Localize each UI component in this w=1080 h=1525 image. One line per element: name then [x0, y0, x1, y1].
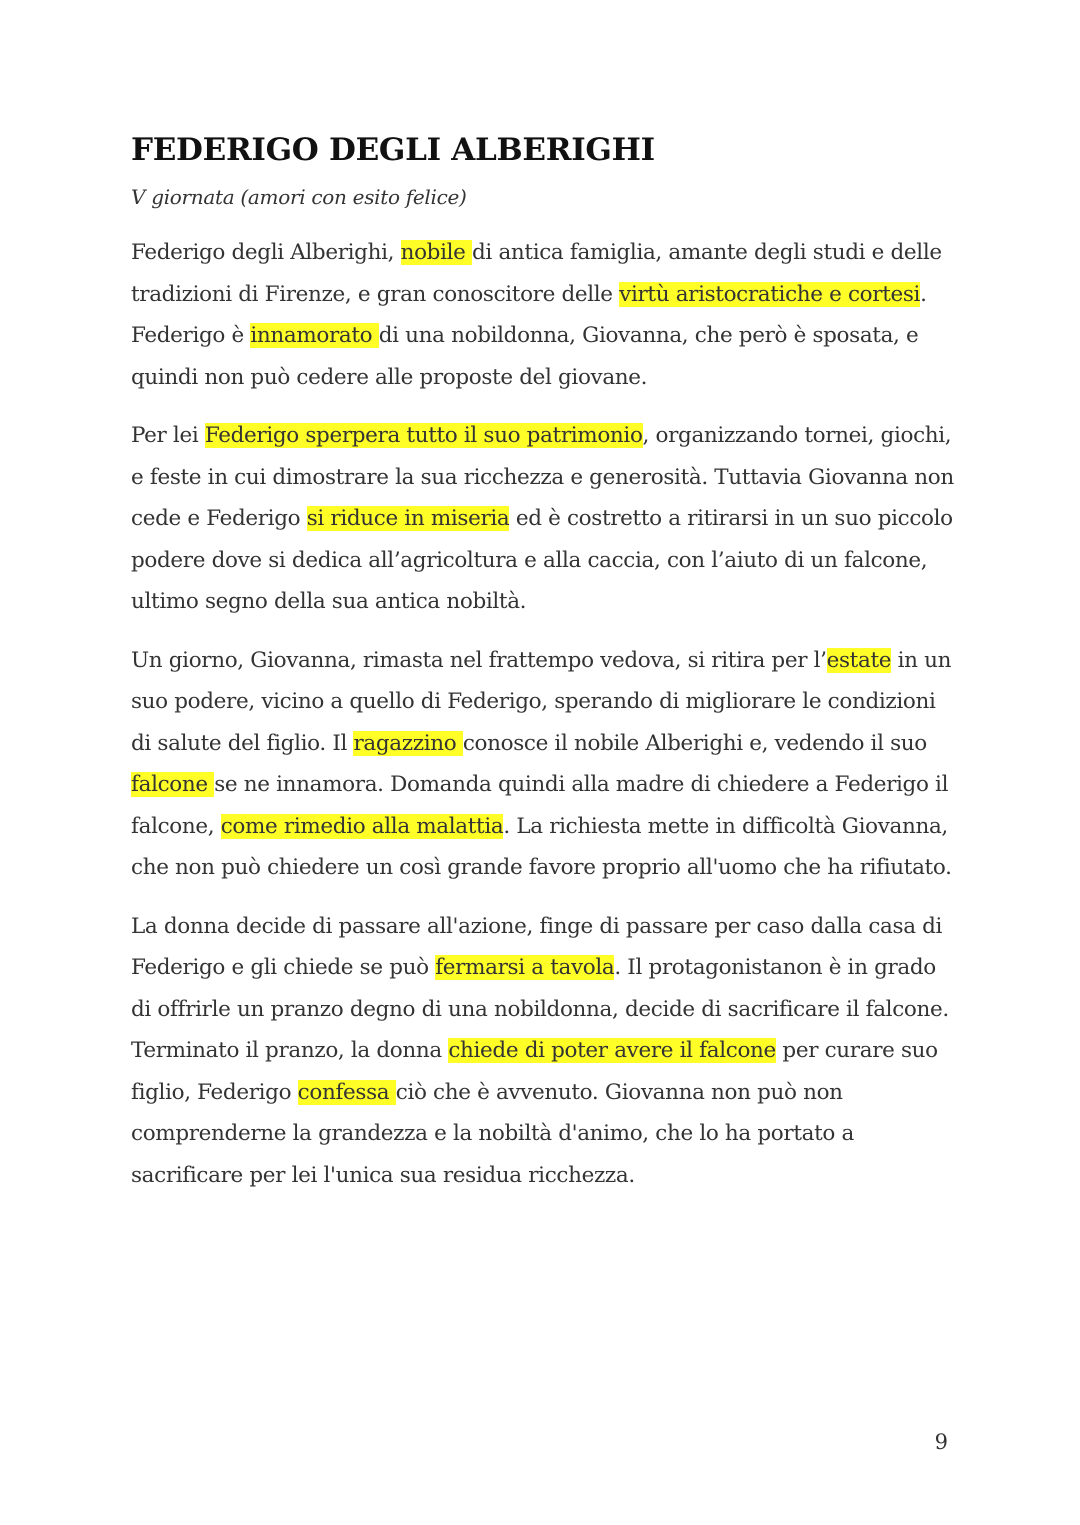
- text-segment: di antica famiglia, amante degli studi e delle tradizioni di Firenze, e gran conoscitore delle: [131, 240, 942, 307]
- highlighted-text: confessa: [297, 1079, 396, 1105]
- text-segment: per curare suo figlio, Federigo: [131, 1038, 938, 1105]
- highlighted-text: virtù aristocratiche e cortesi: [619, 281, 921, 307]
- text-segment: di una nobildonna, Giovanna, che però è sposata, e quindi non può cedere alle proposte del giovane.: [131, 323, 919, 390]
- text-segment: Per lei: [131, 423, 205, 448]
- page-content: [131, 128, 961, 1196]
- text-segment: . Il protagonistanon è in grado di offrirle un pranzo degno di una nobildonna, decide di sacrificare il falcone. Terminato il pranzo, la donna: [131, 955, 949, 1063]
- highlighted-text: ragazzino: [353, 730, 463, 756]
- text-segment: Un giorno, Giovanna, rimasta nel frattempo vedova, si ritira per l’: [131, 647, 827, 673]
- text-segment: conosce il nobile Alberighi e, vedendo il suo: [462, 730, 927, 756]
- page-subtitle: V giornata (amori con esito felice): [131, 185, 467, 209]
- text-segment: La donna decide di passare all'azione, finge di passare per caso dalla casa di Federigo e gli chiede se può: [131, 913, 943, 980]
- text-segment: in un suo podere, vicino a quello di Federigo, sperando di migliorare le condizioni di salute del figlio. Il: [131, 647, 952, 756]
- highlighted-text: chiede di poter avere il falcone: [448, 1038, 776, 1063]
- highlighted-text: come rimedio alla malattia: [220, 813, 504, 839]
- highlighted-text: si riduce in miseria: [306, 506, 510, 531]
- page-number: 9: [934, 1430, 948, 1454]
- text-segment: . La richiesta mette in difficoltà Giovanna, che non può chiedere un così grande favore proprio all'uomo che ha rifiutato.: [131, 813, 952, 880]
- text-segment: ed è costretto a ritirarsi in un suo piccolo podere dove si dedica all’agricoltura e alla caccia, con l’aiuto di un falcone, ultimo segno della sua antica nobiltà.: [131, 506, 953, 614]
- paragraph: [131, 415, 961, 623]
- paragraph: [131, 640, 961, 889]
- text-segment: se ne innamora. Domanda quindi alla madre di chiedere a Federigo il falcone,: [131, 772, 949, 839]
- text-segment: Federigo degli Alberighi,: [131, 240, 401, 265]
- page-title: FEDERIGO DEGLI ALBERIGHI: [131, 132, 655, 168]
- paragraph: [131, 906, 961, 1197]
- highlighted-text: nobile: [400, 240, 473, 265]
- text-segment: , organizzando tornei, giochi, e feste in cui dimostrare la sua ricchezza e generosità. Tuttavia Giovanna non cede e Federigo: [131, 423, 954, 531]
- highlighted-text: fermarsi a tavola: [435, 955, 615, 980]
- highlighted-text: innamorato: [250, 323, 379, 348]
- paragraph: [131, 232, 961, 398]
- text-segment: . Federigo è: [131, 281, 927, 348]
- highlighted-text: falcone: [131, 772, 215, 797]
- highlighted-text: estate: [826, 647, 892, 673]
- body-text: [131, 232, 961, 1196]
- highlighted-text: Federigo sperpera tutto il suo patrimonio: [204, 423, 643, 448]
- text-segment: ciò che è avvenuto. Giovanna non può non comprenderne la grandezza e la nobiltà d'animo, che lo ha portato a sacrificare per lei l'unica sua residua ricchezza.: [131, 1079, 854, 1188]
